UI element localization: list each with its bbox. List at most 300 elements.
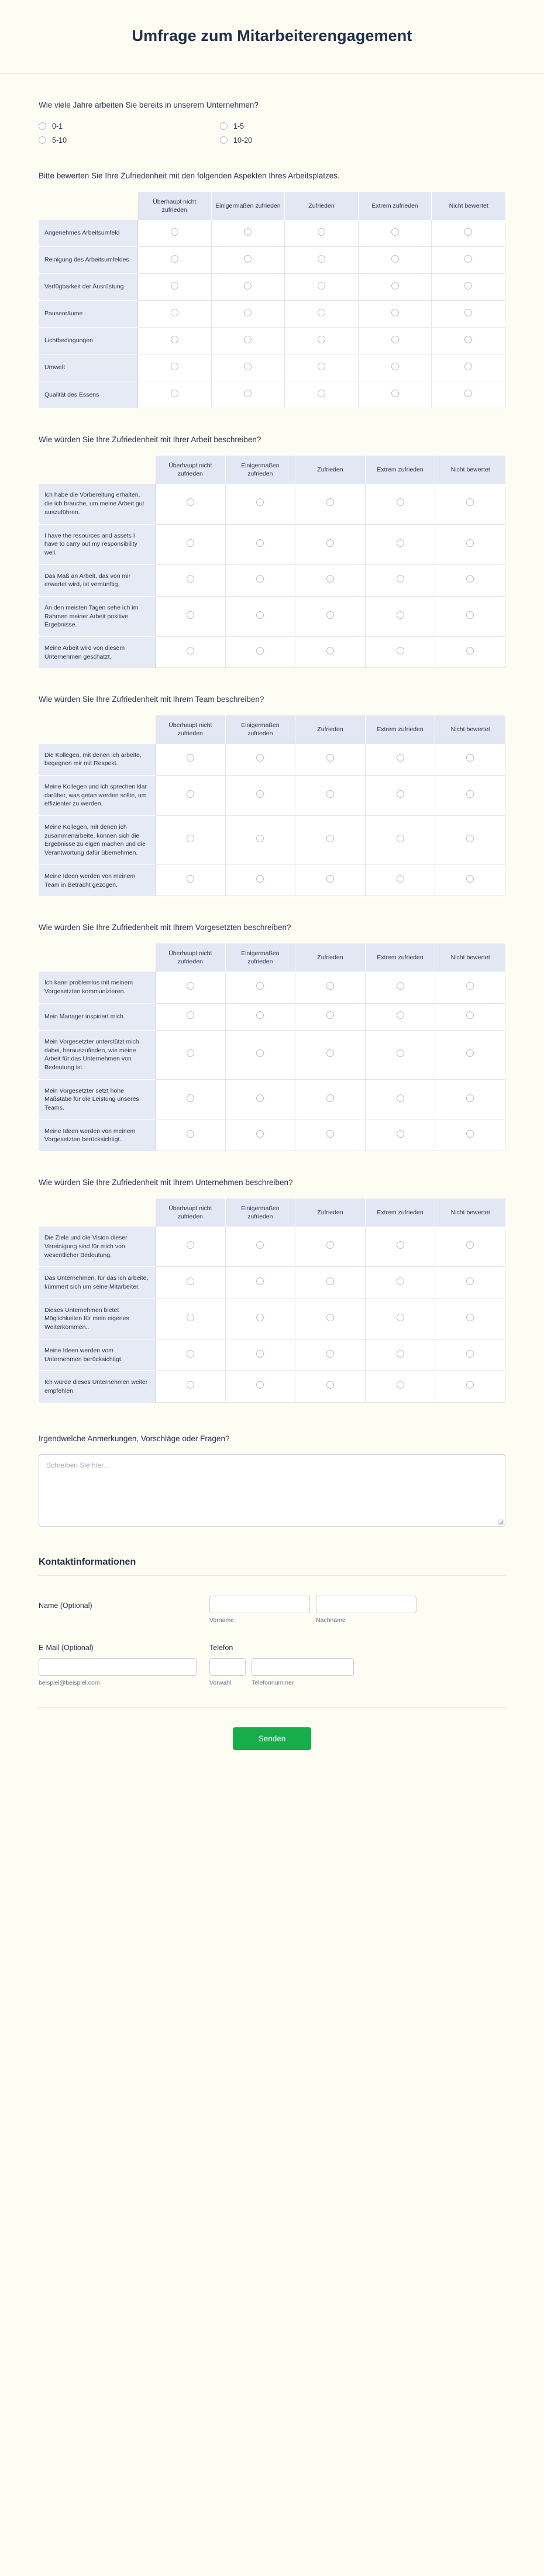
radio-icon[interactable] bbox=[187, 875, 194, 883]
radio-icon[interactable] bbox=[256, 1241, 264, 1249]
matrix-cell[interactable] bbox=[156, 525, 226, 565]
radio-icon[interactable] bbox=[256, 498, 264, 506]
radio-icon[interactable] bbox=[466, 611, 474, 619]
matrix-cell[interactable] bbox=[295, 637, 366, 668]
name-inputs bbox=[209, 1596, 505, 1624]
radio-icon[interactable] bbox=[187, 1049, 194, 1057]
radio-icon[interactable] bbox=[244, 336, 252, 343]
radio-icon[interactable] bbox=[466, 647, 474, 655]
matrix-column-header: Extrem zufrieden bbox=[366, 715, 436, 743]
radio-icon[interactable] bbox=[187, 647, 194, 655]
radio-icon[interactable] bbox=[397, 790, 404, 798]
radio-icon[interactable] bbox=[397, 835, 404, 842]
matrix-cell[interactable] bbox=[435, 1267, 505, 1299]
matrix-cell[interactable] bbox=[226, 744, 296, 776]
radio-icon[interactable] bbox=[397, 1130, 404, 1138]
matrix-cell[interactable] bbox=[295, 744, 366, 776]
radio-icon[interactable] bbox=[326, 575, 334, 583]
matrix-cell[interactable] bbox=[156, 744, 226, 776]
matrix-cell[interactable] bbox=[366, 744, 436, 776]
radio-icon[interactable] bbox=[256, 575, 264, 583]
matrix-cell[interactable] bbox=[435, 744, 505, 776]
radio-icon[interactable] bbox=[466, 1381, 474, 1389]
matrix-cell[interactable] bbox=[212, 220, 285, 247]
radio-icon[interactable] bbox=[256, 982, 264, 990]
matrix-cell[interactable] bbox=[359, 247, 432, 274]
matrix-cell[interactable] bbox=[212, 354, 285, 381]
matrix-cell[interactable] bbox=[366, 1031, 436, 1080]
phone-number-input[interactable] bbox=[252, 1658, 354, 1676]
matrix-cell[interactable] bbox=[285, 274, 359, 301]
matrix-cell[interactable] bbox=[432, 354, 505, 381]
radio-icon[interactable] bbox=[171, 255, 178, 263]
matrix-row-label: Angenehmes Arbeitsumfeld bbox=[39, 220, 138, 247]
matrix-cell[interactable] bbox=[138, 274, 212, 301]
radio-icon[interactable] bbox=[397, 647, 404, 655]
matrix-cell[interactable] bbox=[295, 776, 366, 816]
radio-icon[interactable] bbox=[397, 575, 404, 583]
radio-icon[interactable] bbox=[391, 363, 399, 370]
radio-icon[interactable] bbox=[326, 1381, 334, 1389]
radio-icon[interactable] bbox=[187, 754, 194, 762]
matrix-cell[interactable] bbox=[295, 1031, 366, 1080]
submit-button[interactable]: Senden bbox=[233, 1727, 312, 1750]
years-option-label: 5-10 bbox=[52, 136, 67, 144]
years-options bbox=[39, 122, 401, 144]
matrix-cell[interactable] bbox=[156, 1031, 226, 1080]
matrix-cell[interactable] bbox=[366, 1080, 436, 1120]
matrix-cell[interactable] bbox=[226, 816, 296, 865]
matrix-cell[interactable] bbox=[295, 865, 366, 896]
radio-icon[interactable] bbox=[171, 363, 178, 370]
matrix-cell[interactable] bbox=[226, 565, 296, 597]
radio-icon[interactable] bbox=[256, 754, 264, 762]
matrix-cell[interactable] bbox=[226, 1267, 296, 1299]
radio-icon[interactable] bbox=[391, 282, 399, 290]
radio-icon[interactable] bbox=[326, 498, 334, 506]
matrix-cell[interactable] bbox=[435, 816, 505, 865]
matrix-cell[interactable] bbox=[156, 972, 226, 1003]
radio-icon[interactable] bbox=[244, 255, 252, 263]
radio-icon[interactable] bbox=[187, 982, 194, 990]
matrix-cell[interactable] bbox=[226, 597, 296, 637]
matrix-cell[interactable] bbox=[435, 1339, 505, 1371]
matrix-cell[interactable] bbox=[366, 1267, 436, 1299]
matrix-cell[interactable] bbox=[295, 1339, 366, 1371]
radio-icon[interactable] bbox=[466, 1094, 474, 1102]
radio-icon[interactable] bbox=[391, 309, 399, 316]
matrix-cell[interactable] bbox=[435, 776, 505, 816]
matrix-cell[interactable] bbox=[285, 381, 359, 408]
radio-icon[interactable] bbox=[256, 1277, 264, 1285]
radio-icon[interactable] bbox=[391, 336, 399, 343]
matrix-cell[interactable] bbox=[295, 1080, 366, 1120]
radio-icon[interactable] bbox=[318, 309, 325, 316]
radio-icon[interactable] bbox=[466, 1350, 474, 1358]
matrix-cell[interactable] bbox=[226, 1227, 296, 1267]
matrix-cell[interactable] bbox=[366, 1371, 436, 1402]
radio-icon[interactable] bbox=[464, 390, 472, 397]
matrix-cell[interactable] bbox=[366, 1227, 436, 1267]
radio-icon[interactable] bbox=[220, 122, 228, 130]
phone-area-code-input[interactable] bbox=[209, 1658, 246, 1676]
radio-icon[interactable] bbox=[466, 1241, 474, 1249]
matrix-cell[interactable] bbox=[226, 776, 296, 816]
last-name-input[interactable] bbox=[316, 1596, 416, 1613]
matrix-cell[interactable] bbox=[366, 565, 436, 597]
matrix-cell[interactable] bbox=[359, 381, 432, 408]
matrix-cell[interactable] bbox=[156, 1267, 226, 1299]
matrix-cell[interactable] bbox=[435, 1299, 505, 1339]
matrix-cell[interactable] bbox=[435, 1004, 505, 1031]
radio-icon[interactable] bbox=[464, 309, 472, 316]
radio-icon[interactable] bbox=[318, 282, 325, 290]
matrix-cell[interactable] bbox=[156, 865, 226, 896]
matrix-cell[interactable] bbox=[435, 972, 505, 1003]
matrix-cell[interactable] bbox=[226, 1371, 296, 1402]
radio-icon[interactable] bbox=[326, 1094, 334, 1102]
matrix-cell[interactable] bbox=[212, 274, 285, 301]
radio-icon[interactable] bbox=[326, 647, 334, 655]
matrix-row-label: Dieses Unternehmen bietet Möglichkeiten für mein eigenes Weiterkommen.. bbox=[39, 1299, 156, 1339]
radio-icon[interactable] bbox=[466, 1314, 474, 1321]
matrix-cell[interactable] bbox=[359, 274, 432, 301]
matrix-column-header: Nicht bewertet bbox=[435, 715, 505, 743]
matrix-cell[interactable] bbox=[285, 328, 359, 354]
matrix-row-label: Reinigung des Arbeitsumfeldes bbox=[39, 247, 138, 274]
matrix-cell[interactable] bbox=[226, 1299, 296, 1339]
matrix-cell[interactable] bbox=[138, 247, 212, 274]
radio-icon[interactable] bbox=[187, 1241, 194, 1249]
matrix-cell[interactable] bbox=[366, 865, 436, 896]
radio-icon[interactable] bbox=[326, 790, 334, 798]
matrix-cell[interactable] bbox=[156, 776, 226, 816]
radio-icon[interactable] bbox=[326, 1049, 334, 1057]
matrix-questions bbox=[0, 144, 544, 1403]
matrix-cell[interactable] bbox=[366, 972, 436, 1003]
radio-icon[interactable] bbox=[464, 336, 472, 343]
matrix-cell[interactable] bbox=[435, 1031, 505, 1080]
radio-icon[interactable] bbox=[391, 390, 399, 397]
radio-icon[interactable] bbox=[466, 575, 474, 583]
radio-icon[interactable] bbox=[391, 228, 399, 236]
years-option-1-5[interactable] bbox=[220, 122, 401, 130]
radio-icon[interactable] bbox=[464, 255, 472, 263]
matrix-cell[interactable] bbox=[156, 1004, 226, 1031]
radio-icon[interactable] bbox=[220, 136, 228, 144]
radio-icon[interactable] bbox=[244, 282, 252, 290]
matrix-cell[interactable] bbox=[295, 525, 366, 565]
matrix-cell[interactable] bbox=[156, 484, 226, 524]
matrix-cell[interactable] bbox=[212, 328, 285, 354]
matrix-cell[interactable] bbox=[295, 1267, 366, 1299]
matrix-cell[interactable] bbox=[212, 301, 285, 328]
matrix-cell[interactable] bbox=[226, 1004, 296, 1031]
radio-icon[interactable] bbox=[466, 498, 474, 506]
radio-icon[interactable] bbox=[256, 875, 264, 883]
radio-icon[interactable] bbox=[397, 1241, 404, 1249]
radio-icon[interactable] bbox=[466, 835, 474, 842]
radio-icon[interactable] bbox=[326, 754, 334, 762]
radio-icon[interactable] bbox=[326, 1314, 334, 1321]
matrix-row-label: Die Kollegen, mit denen ich arbeite, begegnen mir mit Respekt. bbox=[39, 744, 156, 776]
matrix-cell[interactable] bbox=[226, 484, 296, 524]
matrix-cell[interactable] bbox=[435, 865, 505, 896]
matrix-corner-cell bbox=[39, 456, 156, 484]
matrix-column-header: Extrem zufrieden bbox=[359, 192, 432, 220]
radio-icon[interactable] bbox=[318, 228, 325, 236]
matrix-cell[interactable] bbox=[226, 1120, 296, 1151]
matrix-cell[interactable] bbox=[156, 1299, 226, 1339]
question-years bbox=[0, 74, 544, 144]
radio-icon[interactable] bbox=[397, 611, 404, 619]
radio-icon[interactable] bbox=[256, 647, 264, 655]
radio-icon[interactable] bbox=[397, 1094, 404, 1102]
matrix-cell[interactable] bbox=[435, 597, 505, 637]
radio-icon[interactable] bbox=[326, 835, 334, 842]
radio-icon[interactable] bbox=[466, 875, 474, 883]
matrix-cell[interactable] bbox=[432, 381, 505, 408]
matrix-cell[interactable] bbox=[156, 816, 226, 865]
matrix-cell[interactable] bbox=[226, 865, 296, 896]
matrix-question-label: Wie würden Sie Ihre Zufriedenheit mit Ihrem Team beschreiben? bbox=[39, 695, 264, 704]
radio-icon[interactable] bbox=[244, 228, 252, 236]
radio-icon[interactable] bbox=[326, 1011, 334, 1019]
radio-icon[interactable] bbox=[187, 1277, 194, 1285]
matrix-cell[interactable] bbox=[156, 1120, 226, 1151]
radio-icon[interactable] bbox=[464, 228, 472, 236]
radio-icon[interactable] bbox=[187, 539, 194, 547]
radio-icon[interactable] bbox=[39, 136, 46, 144]
matrix-row-label: Meine Arbeit wird von diesem Unternehmen geschätzt. bbox=[39, 637, 156, 668]
matrix-cell[interactable] bbox=[138, 328, 212, 354]
matrix-cell[interactable] bbox=[366, 637, 436, 668]
radio-icon[interactable] bbox=[326, 1350, 334, 1358]
radio-icon[interactable] bbox=[397, 539, 404, 547]
matrix-cell[interactable] bbox=[359, 328, 432, 354]
matrix-cell[interactable] bbox=[435, 525, 505, 565]
radio-icon[interactable] bbox=[466, 539, 474, 547]
matrix-cell[interactable] bbox=[432, 247, 505, 274]
matrix-cell[interactable] bbox=[285, 220, 359, 247]
email-sublabel: beispiel@beispiel.com bbox=[39, 1679, 100, 1687]
radio-icon[interactable] bbox=[187, 1314, 194, 1321]
matrix-column-header: Überhaupt nicht zufrieden bbox=[156, 1199, 226, 1227]
matrix-cell[interactable] bbox=[138, 354, 212, 381]
matrix-cell[interactable] bbox=[138, 381, 212, 408]
matrix-cell[interactable] bbox=[295, 1371, 366, 1402]
radio-icon[interactable] bbox=[256, 1314, 264, 1321]
matrix-cell[interactable] bbox=[156, 565, 226, 597]
radio-icon[interactable] bbox=[466, 1011, 474, 1019]
first-name-sublabel: Vorname bbox=[209, 1617, 235, 1624]
radio-icon[interactable] bbox=[318, 390, 325, 397]
matrix-cell[interactable] bbox=[156, 1227, 226, 1267]
matrix-cell[interactable] bbox=[226, 525, 296, 565]
radio-icon[interactable] bbox=[397, 982, 404, 990]
matrix-cell[interactable] bbox=[295, 1299, 366, 1339]
matrix-cell[interactable] bbox=[295, 972, 366, 1003]
matrix-cell[interactable] bbox=[432, 328, 505, 354]
radio-icon[interactable] bbox=[397, 875, 404, 883]
radio-icon[interactable] bbox=[256, 539, 264, 547]
matrix-cell[interactable] bbox=[359, 354, 432, 381]
matrix-cell[interactable] bbox=[432, 220, 505, 247]
matrix-cell[interactable] bbox=[366, 1339, 436, 1371]
radio-icon[interactable] bbox=[256, 1350, 264, 1358]
radio-icon[interactable] bbox=[244, 390, 252, 397]
radio-icon[interactable] bbox=[318, 255, 325, 263]
matrix-cell[interactable] bbox=[295, 816, 366, 865]
submit-row bbox=[39, 1708, 505, 1750]
radio-icon[interactable] bbox=[187, 790, 194, 798]
radio-icon[interactable] bbox=[171, 228, 178, 236]
radio-icon[interactable] bbox=[256, 1094, 264, 1102]
radio-icon[interactable] bbox=[326, 1277, 334, 1285]
radio-icon[interactable] bbox=[256, 1130, 264, 1138]
radio-icon[interactable] bbox=[397, 1049, 404, 1057]
matrix-cell[interactable] bbox=[295, 1004, 366, 1031]
matrix-cell[interactable] bbox=[435, 1371, 505, 1402]
years-option-5-10[interactable] bbox=[39, 136, 220, 144]
radio-icon[interactable] bbox=[464, 282, 472, 290]
matrix-cell[interactable] bbox=[226, 972, 296, 1003]
radio-icon[interactable] bbox=[318, 336, 325, 343]
matrix-cell[interactable] bbox=[226, 637, 296, 668]
matrix-cell[interactable] bbox=[366, 1004, 436, 1031]
radio-icon[interactable] bbox=[466, 1130, 474, 1138]
matrix-row bbox=[39, 776, 505, 816]
comments-textarea[interactable] bbox=[39, 1454, 505, 1527]
matrix-cell[interactable] bbox=[295, 565, 366, 597]
radio-icon[interactable] bbox=[187, 1094, 194, 1102]
radio-icon[interactable] bbox=[171, 336, 178, 343]
years-option-10-20[interactable] bbox=[220, 136, 401, 144]
radio-icon[interactable] bbox=[318, 363, 325, 370]
radio-icon[interactable] bbox=[256, 1381, 264, 1389]
radio-icon[interactable] bbox=[397, 1350, 404, 1358]
matrix-cell[interactable] bbox=[295, 1120, 366, 1151]
radio-icon[interactable] bbox=[187, 498, 194, 506]
radio-icon[interactable] bbox=[326, 1241, 334, 1249]
first-name-input[interactable] bbox=[209, 1596, 310, 1613]
matrix-cell[interactable] bbox=[156, 1080, 226, 1120]
matrix-cell[interactable] bbox=[138, 301, 212, 328]
matrix-cell[interactable] bbox=[432, 301, 505, 328]
radio-icon[interactable] bbox=[326, 982, 334, 990]
matrix-cell[interactable] bbox=[435, 1120, 505, 1151]
radio-icon[interactable] bbox=[244, 363, 252, 370]
matrix-cell[interactable] bbox=[156, 597, 226, 637]
matrix-cell[interactable] bbox=[366, 484, 436, 524]
radio-icon[interactable] bbox=[187, 611, 194, 619]
matrix-cell[interactable] bbox=[366, 1120, 436, 1151]
matrix-cell[interactable] bbox=[295, 597, 366, 637]
radio-icon[interactable] bbox=[326, 539, 334, 547]
matrix-row bbox=[39, 972, 505, 1003]
radio-icon[interactable] bbox=[326, 1130, 334, 1138]
matrix-cell[interactable] bbox=[366, 597, 436, 637]
matrix-cell[interactable] bbox=[435, 484, 505, 524]
matrix-cell[interactable] bbox=[359, 301, 432, 328]
radio-icon[interactable] bbox=[256, 611, 264, 619]
radio-icon[interactable] bbox=[466, 754, 474, 762]
radio-icon[interactable] bbox=[466, 790, 474, 798]
matrix-cell[interactable] bbox=[226, 1031, 296, 1080]
radio-icon[interactable] bbox=[171, 309, 178, 316]
matrix-cell[interactable] bbox=[212, 247, 285, 274]
radio-icon[interactable] bbox=[256, 1049, 264, 1057]
radio-icon[interactable] bbox=[397, 498, 404, 506]
radio-icon[interactable] bbox=[326, 611, 334, 619]
radio-icon[interactable] bbox=[397, 1381, 404, 1389]
radio-icon[interactable] bbox=[171, 390, 178, 397]
matrix-cell[interactable] bbox=[226, 1339, 296, 1371]
radio-icon[interactable] bbox=[39, 122, 46, 130]
radio-icon[interactable] bbox=[397, 1011, 404, 1019]
radio-icon[interactable] bbox=[397, 1314, 404, 1321]
matrix-cell[interactable] bbox=[435, 1227, 505, 1267]
matrix-cell[interactable] bbox=[432, 274, 505, 301]
matrix-cell[interactable] bbox=[435, 1080, 505, 1120]
radio-icon[interactable] bbox=[397, 1277, 404, 1285]
matrix-cell[interactable] bbox=[295, 484, 366, 524]
matrix-cell[interactable] bbox=[285, 354, 359, 381]
matrix-row-label: Meine Ideen werden von meinem Vorgesetzten berücksichtigt. bbox=[39, 1120, 156, 1151]
matrix-question-company bbox=[0, 1151, 544, 1403]
matrix-cell[interactable] bbox=[366, 776, 436, 816]
matrix-cell[interactable] bbox=[435, 637, 505, 668]
matrix-cell[interactable] bbox=[366, 1299, 436, 1339]
radio-icon[interactable] bbox=[466, 1277, 474, 1285]
radio-icon[interactable] bbox=[187, 575, 194, 583]
radio-icon[interactable] bbox=[256, 790, 264, 798]
radio-icon[interactable] bbox=[466, 1049, 474, 1057]
matrix-cell[interactable] bbox=[156, 637, 226, 668]
email-input[interactable] bbox=[39, 1658, 197, 1676]
radio-icon[interactable] bbox=[187, 1130, 194, 1138]
matrix-cell[interactable] bbox=[156, 1339, 226, 1371]
matrix-cell[interactable] bbox=[156, 1371, 226, 1402]
radio-icon[interactable] bbox=[256, 1011, 264, 1019]
radio-icon[interactable] bbox=[171, 282, 178, 290]
matrix-cell[interactable] bbox=[366, 816, 436, 865]
radio-icon[interactable] bbox=[466, 982, 474, 990]
matrix-cell[interactable] bbox=[295, 1227, 366, 1267]
radio-icon[interactable] bbox=[464, 363, 472, 370]
radio-icon[interactable] bbox=[187, 1381, 194, 1389]
phone-label: Telefon bbox=[209, 1644, 233, 1652]
matrix-cell[interactable] bbox=[359, 220, 432, 247]
radio-icon[interactable] bbox=[187, 1011, 194, 1019]
radio-icon[interactable] bbox=[391, 255, 399, 263]
matrix-cell[interactable] bbox=[226, 1080, 296, 1120]
matrix-cell[interactable] bbox=[138, 220, 212, 247]
resize-handle-icon[interactable]: ◪ bbox=[498, 1518, 504, 1526]
matrix-cell[interactable] bbox=[435, 565, 505, 597]
matrix-cell[interactable] bbox=[212, 381, 285, 408]
radio-icon[interactable] bbox=[397, 754, 404, 762]
radio-icon[interactable] bbox=[326, 875, 334, 883]
matrix-cell[interactable] bbox=[366, 525, 436, 565]
radio-icon[interactable] bbox=[244, 309, 252, 316]
matrix-cell[interactable] bbox=[285, 301, 359, 328]
radio-icon[interactable] bbox=[256, 835, 264, 842]
years-option-0-1[interactable] bbox=[39, 122, 220, 130]
radio-icon[interactable] bbox=[187, 835, 194, 842]
radio-icon[interactable] bbox=[187, 1350, 194, 1358]
matrix-cell[interactable] bbox=[285, 247, 359, 274]
